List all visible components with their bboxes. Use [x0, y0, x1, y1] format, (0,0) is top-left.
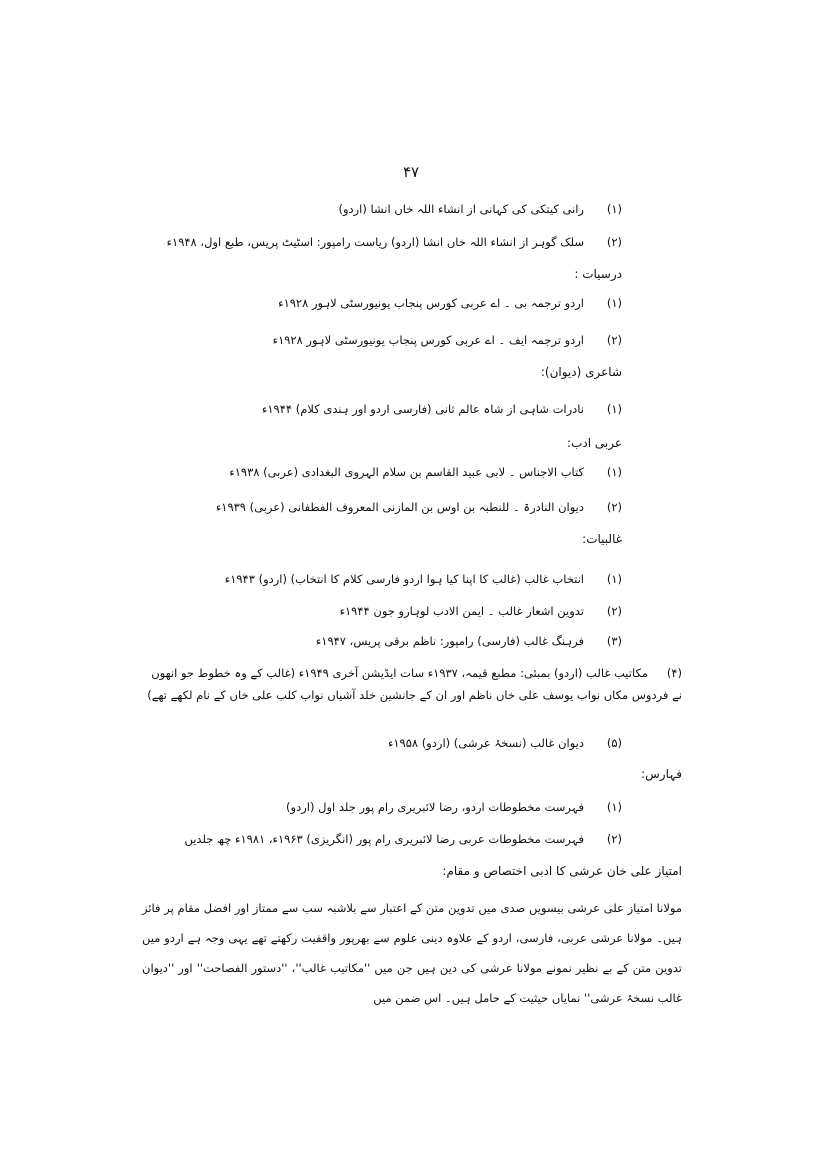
item-text: فہرست مخطوطات عربی رضا لائبریری رام پور (انگریزی) ۱۹۶۳ء، ۱۹۸۱ء چھ جلدیں — [184, 832, 584, 846]
section-heading-ghalibiyat: غالبیات: — [582, 532, 622, 546]
item-number: (۱) — [606, 402, 622, 416]
list-item — [152, 330, 622, 350]
item-text: اردو ترجمہ بی ۔ اے عربی کورس پنجاب یونیورسٹی لاہور ۱۹۲۸ء — [278, 296, 584, 310]
list-item — [152, 199, 622, 219]
item-number: (۲) — [606, 832, 622, 846]
list-item — [102, 569, 622, 589]
item-text: مکاتیب غالب (اردو) بمبئی: مطبع قیمہ، ۱۹۳۷ء سات ایڈیشن آخری ۱۹۴۹ء (غالب کے وہ خطوط جو انھوں نے فردوس مکاں نواب یوسف علی خاں ناظم اور ان کے جانشین خلد آشیاں نواب کلب علی خاں کے نام لکھے تھے) — [147, 666, 682, 702]
item-number: (۳) — [606, 634, 622, 648]
item-text: فرہنگ غالب (فارسی) رامپور: ناظم برقی پریس، ۱۹۴۷ء — [315, 634, 584, 648]
item-number: (۱) — [606, 296, 622, 310]
section-heading-textbooks: درسیات : — [574, 267, 622, 281]
section-heading-catalogues: فہارس: — [641, 767, 682, 781]
item-text: انتخاب غالب (غالب کا اپنا کیا ہوا اردو فارسی کلام کا انتخاب) (اردو) ۱۹۴۳ء — [224, 572, 584, 586]
list-item — [152, 399, 622, 419]
item-number: (۱) — [606, 572, 622, 586]
list-item — [152, 293, 622, 313]
item-number: (۲) — [606, 604, 622, 618]
list-item — [152, 601, 622, 621]
list-item — [102, 462, 622, 482]
item-number: (۲) — [606, 500, 622, 514]
item-text: تدوین اشعار غالب ۔ ایمن الادب لوہارو جون ۱۹۴۴ء — [339, 604, 584, 618]
list-item — [152, 631, 622, 651]
body-paragraph: مولانا امتیاز علی عرشی بیسویں صدی میں تدوین متن کے اعتبار سے بلاشبہ سب سے ممتاز اور افضل مقام پر فائز ہیں۔ مولانا عرشی عربی، فارسی، اردو کے علاوہ دینی علوم سے بھرپور واقفیت رکھتے تھے یہی وجہ ہے اردو میں تدوین متن کے بے نظیر نمونے مولانا عرشی کی دین ہیں جن میں ''مکاتیب غالب''، ''دستور الفصاحت'' اور ''دیوان غالب نسخۂ عرشی'' نمایاں حیثیت کے حامل ہیں۔ اس ضمن میں — [142, 901, 682, 1005]
section-heading-arabic: عربی ادب: — [567, 436, 622, 450]
item-text: کتاب الاجناس ۔ لابی عبید القاسم بن سلام الہروی البغدادی (عربی) ۱۹۳۸ء — [229, 465, 584, 479]
list-item — [147, 662, 682, 706]
item-text: اردو ترجمہ ایف ۔ اے عربی کورس پنجاب یونیورسٹی لاہور ۱۹۲۸ء — [272, 333, 584, 347]
item-number: (۱) — [606, 465, 622, 479]
item-number: (۲) — [606, 333, 622, 347]
item-number: (۵) — [606, 736, 622, 750]
list-item — [152, 733, 622, 753]
item-text: سلک گوہر از انشاء اللہ خاں انشا (اردو) ریاست رامپور: اسٹیٹ پریس، طبع اول، ۱۹۴۸ء — [166, 235, 584, 249]
item-number: (۴) — [666, 666, 682, 680]
section-heading-poetry: شاعری (دیوان): — [540, 365, 622, 379]
item-number: (۱) — [606, 202, 622, 216]
item-text: فہرست مخطوطات اردو، رضا لائبریری رام پور جلد اول (اردو) — [286, 800, 584, 814]
item-text: رانی کیتکی کی کہانی از انشاء اللہ خاں انشا (اردو) — [338, 202, 584, 216]
list-item — [102, 829, 622, 849]
item-number: (۱) — [606, 800, 622, 814]
list-item — [92, 232, 622, 252]
item-text: دیوان النادرۃ ۔ للنطبہ بن اوس بن المازنی المعروف الفطفانی (عربی) ۱۹۳۹ء — [215, 500, 584, 514]
item-text: نادرات شاہی از شاہ عالم ثانی (فارسی اردو اور ہندی کلام) ۱۹۴۴ء — [261, 402, 584, 416]
list-item — [102, 497, 622, 517]
item-number: (۲) — [606, 235, 622, 249]
list-item — [152, 797, 622, 817]
page-number: ۴۷ — [402, 163, 420, 181]
section-heading-distinction: امتیاز علی خان عرشی کا ادبی اختصاص و مقام: — [442, 864, 682, 878]
item-text: دیوان غالب (نسخۂ عرشی) (اردو) ۱۹۵۸ء — [387, 736, 584, 750]
